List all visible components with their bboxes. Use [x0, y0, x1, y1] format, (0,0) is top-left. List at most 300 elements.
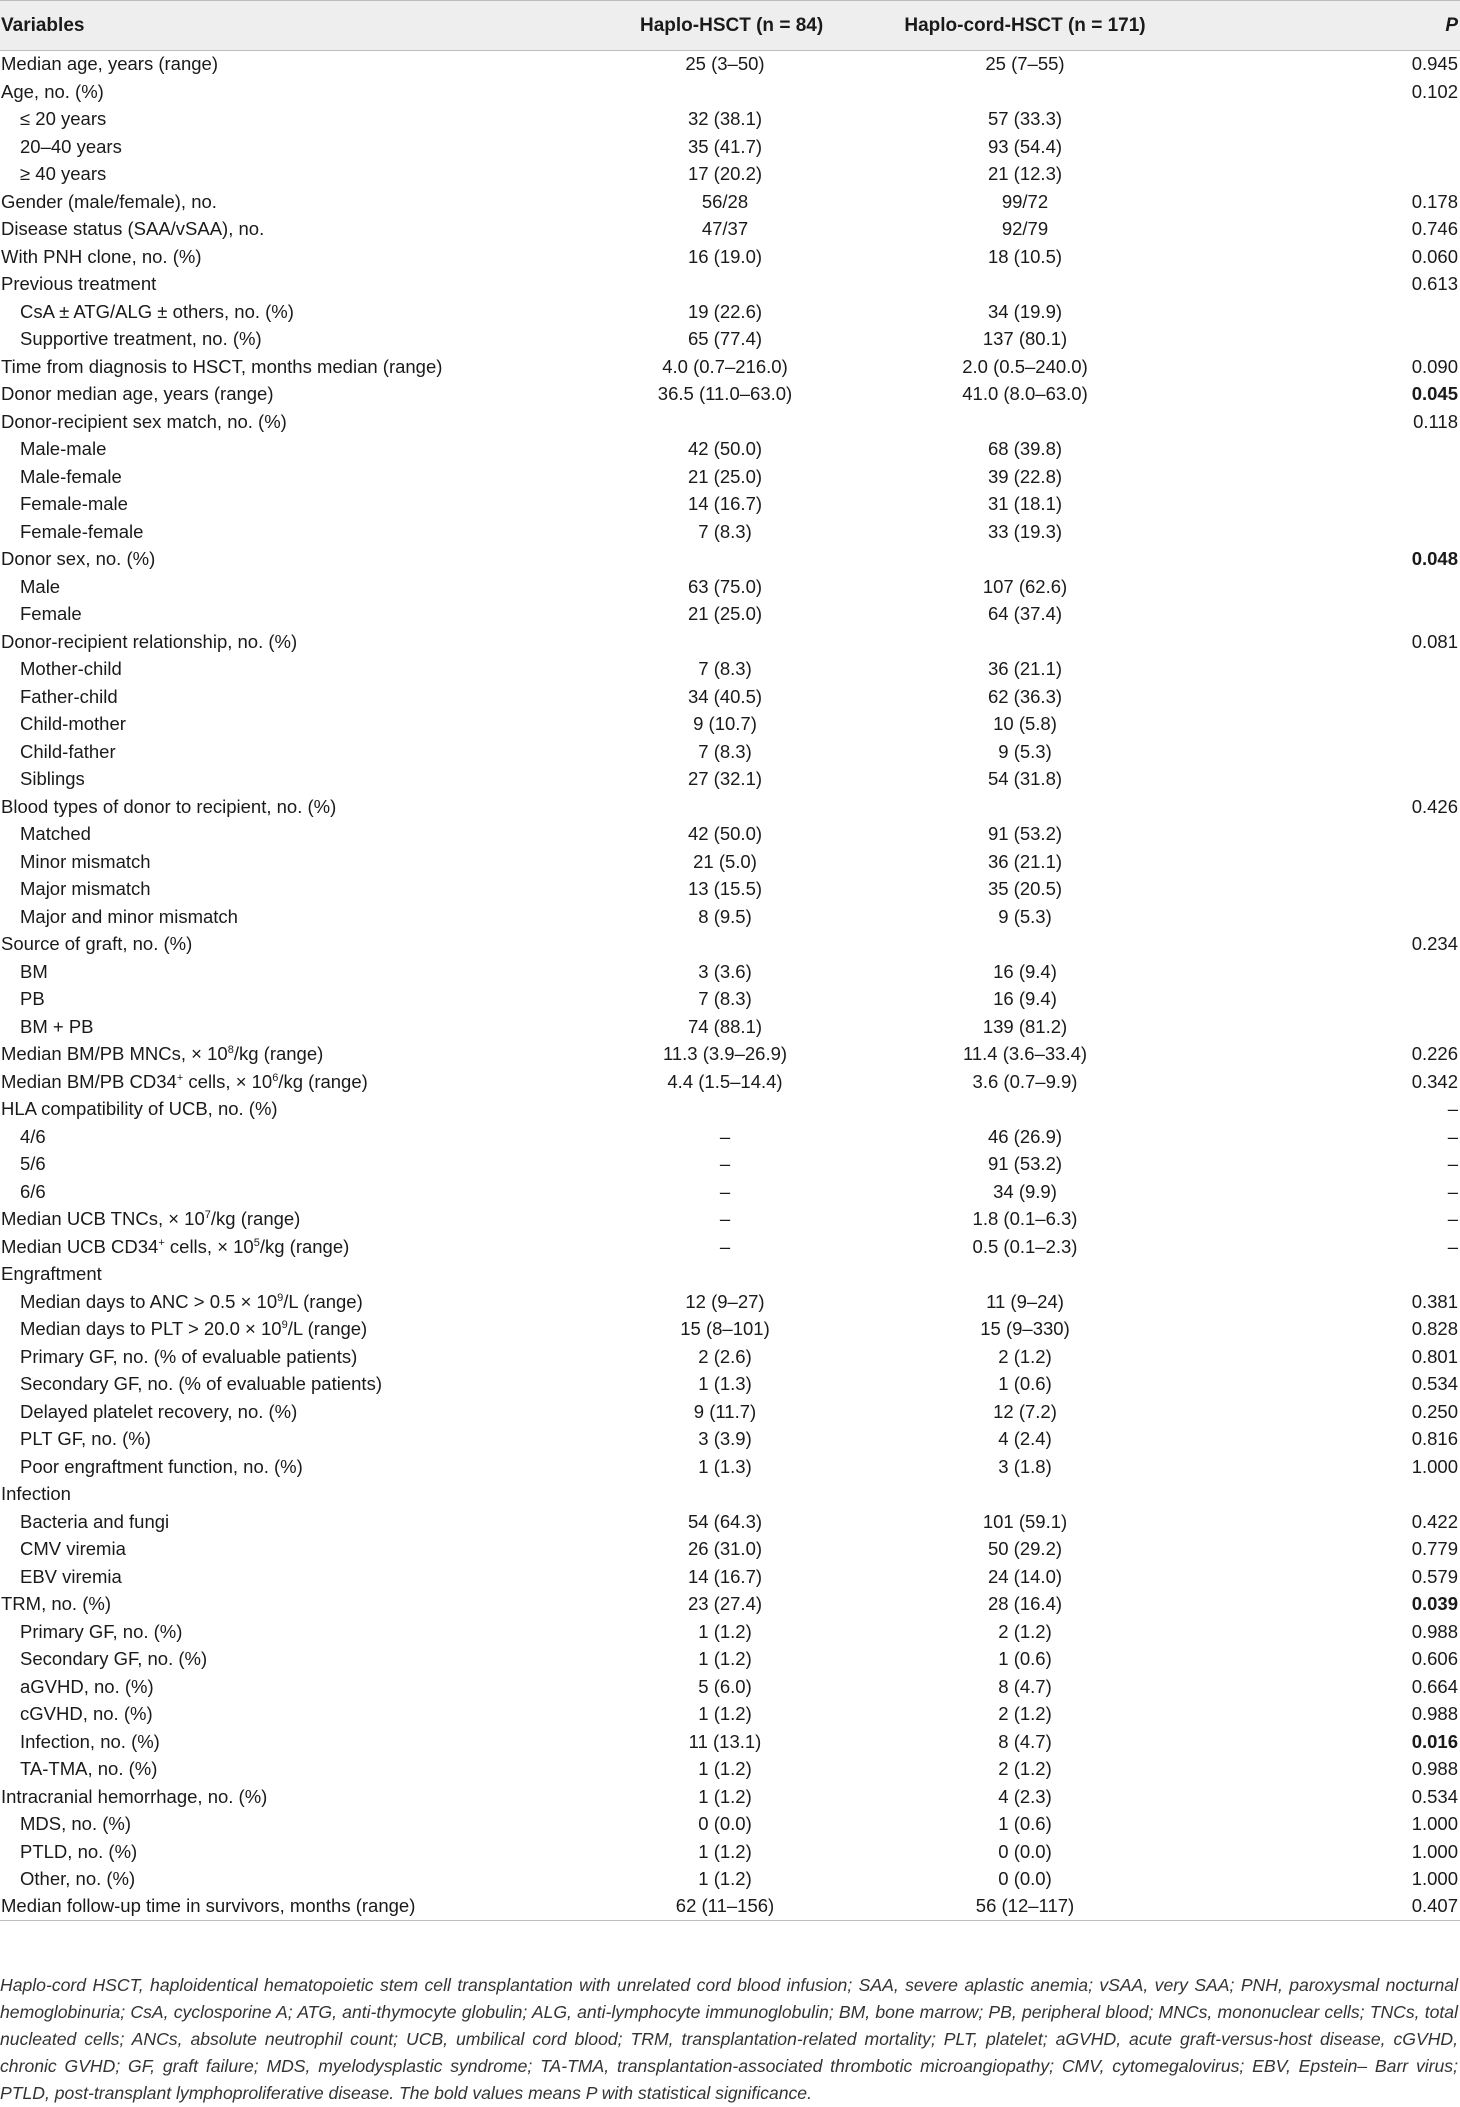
cell-haplo-hsct [640, 271, 810, 299]
variable-label: Median follow-up time in survivors, months (range) [1, 1895, 416, 1917]
variable-label: EBV viremia [20, 1565, 122, 1587]
cell-p-value: – [1447, 1153, 1458, 1174]
cell-haplo-hsct: 62 (11–156) [640, 1893, 810, 1921]
variable-label: Time from diagnosis to HSCT, months median (range) [1, 355, 443, 377]
cell-haplo-cord-hsct: 2 (1.2) [998, 1345, 1052, 1367]
cell-haplo-cord-hsct: 57 (33.3) [987, 108, 1063, 129]
cell-haplo-cord-hsct: 2 (1.2) [998, 1620, 1052, 1642]
cell-p-value: 0.016 [1411, 1730, 1458, 1752]
cell-p-value: 0.342 [1411, 1070, 1458, 1092]
cell-haplo-cord-hsct: 56 (12–117) [810, 1893, 1240, 1921]
cell-haplo-hsct: 3 (3.6) [698, 960, 752, 982]
table-row [0, 408, 1460, 436]
cell-variable [0, 1783, 640, 1811]
cell-p-value: – [1447, 1180, 1458, 1202]
table-row [0, 1591, 1460, 1619]
cell-variable [0, 133, 640, 161]
cell-variable [0, 216, 640, 244]
cell-haplo-cord-hsct [810, 546, 1240, 574]
variable-superscript: 5 [253, 1236, 260, 1249]
cell-variable [0, 491, 640, 519]
cell-variable [0, 188, 640, 216]
variable-label: Median age, years (range) [1, 53, 218, 75]
cell-haplo-cord-hsct: 4 (2.3) [998, 1785, 1052, 1807]
table-row [0, 1838, 1460, 1866]
cell-haplo-cord-hsct [810, 1481, 1240, 1509]
variable-label: Male-female [20, 465, 122, 487]
cell-variable [0, 986, 640, 1014]
table-row [0, 903, 1460, 931]
variable-label: /L (range) [283, 1290, 363, 1312]
cell-p-value: 0.816 [1411, 1428, 1458, 1449]
cell-haplo-hsct: 7 (8.3) [698, 658, 752, 679]
cell-haplo-cord-hsct: 137 (80.1) [982, 328, 1068, 349]
cell-variable [0, 1866, 640, 1894]
cell-haplo-cord-hsct: 0.5 (0.1–2.3) [972, 1235, 1078, 1257]
variable-label: cells, × 10 [183, 1070, 273, 1092]
cell-p-value [1240, 821, 1460, 849]
cell-p-value: 1.000 [1411, 1813, 1458, 1834]
cell-haplo-cord-hsct: 36 (21.1) [987, 850, 1063, 872]
cell-haplo-cord-hsct: 139 (81.2) [982, 1015, 1068, 1037]
table-row [0, 1206, 1460, 1234]
cell-p-value [1240, 436, 1460, 464]
cell-haplo-hsct: 42 (50.0) [687, 438, 763, 459]
header-p-value: P [1240, 1, 1460, 51]
cell-haplo-hsct: 7 (8.3) [698, 520, 752, 542]
variable-superscript: 9 [281, 1319, 288, 1331]
cell-haplo-cord-hsct: 1.8 (0.1–6.3) [972, 1208, 1078, 1229]
table-row [0, 1178, 1460, 1206]
variable-label: PB [20, 988, 45, 1009]
table-row [0, 51, 1460, 79]
cell-haplo-hsct: 1 (1.2) [698, 1703, 752, 1724]
cell-haplo-cord-hsct: 3.6 (0.7–9.9) [972, 1070, 1078, 1092]
cell-p-value [1240, 766, 1460, 794]
variable-label: cells, × 10 [164, 1235, 254, 1257]
cell-haplo-cord-hsct: 34 (9.9) [993, 1180, 1057, 1202]
variable-label: ≤ 20 years [20, 108, 107, 129]
cell-haplo-hsct: – [719, 1235, 731, 1257]
cell-haplo-cord-hsct: 36 (21.1) [987, 658, 1063, 679]
variable-label: BM + PB [20, 1015, 94, 1037]
cell-variable [0, 1316, 640, 1344]
cell-haplo-hsct: 12 (9–27) [685, 1290, 765, 1312]
cell-p-value [1240, 1261, 1460, 1289]
variable-label: Matched [20, 823, 91, 844]
cell-variable [0, 1893, 640, 1921]
cell-haplo-hsct: 3 (3.9) [698, 1428, 752, 1449]
cell-haplo-hsct: 14 (16.7) [687, 1565, 763, 1587]
cell-variable [0, 1453, 640, 1481]
cell-haplo-hsct: 1 (1.2) [698, 1840, 752, 1862]
cell-variable [0, 1563, 640, 1591]
variable-label: TA-TMA, no. (%) [20, 1758, 158, 1779]
cell-haplo-cord-hsct: 8 (4.7) [998, 1675, 1052, 1697]
cell-haplo-cord-hsct [810, 1096, 1240, 1124]
cell-haplo-hsct: 15 (8–101) [680, 1318, 770, 1339]
table-row [0, 821, 1460, 849]
cell-haplo-hsct: 1 (1.2) [698, 1868, 752, 1889]
cell-variable [0, 711, 640, 739]
cell-variable [0, 51, 640, 79]
cell-variable [0, 1811, 640, 1839]
cell-haplo-hsct [640, 793, 810, 821]
variable-label: Male-male [20, 438, 107, 459]
cell-haplo-hsct: 1 (1.3) [698, 1455, 752, 1477]
table-row [0, 381, 1460, 409]
variable-label: Male [20, 575, 61, 597]
table-row [0, 1536, 1460, 1564]
cell-haplo-cord-hsct: 11 (9–24) [986, 1290, 1064, 1312]
table-row [0, 573, 1460, 601]
variable-label: With PNH clone, no. (%) [1, 245, 202, 267]
cell-p-value: 0.102 [1411, 80, 1458, 102]
cell-variable [0, 793, 640, 821]
table-row [0, 1041, 1460, 1069]
variable-label: Donor-recipient sex match, no. (%) [1, 410, 287, 432]
variable-label: Female [20, 603, 82, 624]
cell-haplo-cord-hsct: 9 (5.3) [998, 740, 1052, 762]
cell-variable [0, 1068, 640, 1096]
cell-p-value: 0.081 [1411, 630, 1458, 652]
variable-label: Primary GF, no. (% of evaluable patients) [20, 1345, 358, 1367]
cell-p-value: 0.118 [1413, 410, 1458, 432]
variable-label: /kg (range) [278, 1070, 368, 1092]
variable-superscript: + [176, 1071, 184, 1084]
cell-variable [0, 271, 640, 299]
cell-p-value [1240, 106, 1460, 134]
cell-variable [0, 1096, 640, 1124]
cell-p-value [1240, 463, 1460, 491]
cell-haplo-hsct: 7 (8.3) [698, 988, 752, 1009]
cell-p-value: 0.534 [1411, 1785, 1458, 1807]
cell-variable [0, 601, 640, 629]
table-row [0, 986, 1460, 1014]
table-row [0, 711, 1460, 739]
cell-haplo-cord-hsct: 11.4 (3.6–33.4) [962, 1043, 1088, 1064]
cell-variable [0, 326, 640, 354]
cell-haplo-hsct: 27 (32.1) [687, 768, 763, 789]
variable-label: Female-female [20, 520, 144, 542]
cell-haplo-cord-hsct: 99/72 [1001, 190, 1049, 212]
cell-haplo-hsct [640, 546, 810, 574]
cell-haplo-cord-hsct: 21 (12.3) [987, 163, 1063, 184]
table-row [0, 1646, 1460, 1674]
cell-p-value: 0.828 [1411, 1318, 1458, 1339]
variable-label: Median UCB TNCs, × 10 [1, 1208, 205, 1229]
variable-superscript: 7 [204, 1209, 211, 1221]
cell-haplo-hsct: 13 (15.5) [687, 878, 763, 899]
variable-label: 4/6 [20, 1125, 46, 1147]
cell-variable [0, 1536, 640, 1564]
cell-variable [0, 78, 640, 106]
cell-variable [0, 628, 640, 656]
cell-p-value [1240, 711, 1460, 739]
variable-label: 20–40 years [20, 135, 122, 157]
variable-label: Minor mismatch [20, 850, 151, 872]
cell-haplo-hsct: 34 (40.5) [687, 685, 763, 707]
table-body [0, 51, 1460, 1921]
cell-haplo-cord-hsct: 107 (62.6) [982, 575, 1068, 597]
cell-variable [0, 1261, 640, 1289]
table-row [0, 1343, 1460, 1371]
cell-p-value [1240, 518, 1460, 546]
cell-variable [0, 876, 640, 904]
cell-haplo-hsct: 1 (1.3) [698, 1373, 752, 1394]
cell-haplo-hsct: – [719, 1125, 731, 1147]
cell-haplo-cord-hsct: 54 (31.8) [987, 768, 1063, 789]
cell-p-value [1240, 986, 1460, 1014]
cell-p-value [1240, 573, 1460, 601]
variable-label: Donor median age, years (range) [1, 383, 274, 404]
cell-p-value: 0.090 [1411, 355, 1458, 377]
cell-p-value [1240, 656, 1460, 684]
cell-haplo-hsct: 1 (1.2) [698, 1648, 752, 1669]
cell-p-value [1240, 1013, 1460, 1041]
cell-p-value [1240, 903, 1460, 931]
cell-variable [0, 931, 640, 959]
cell-variable [0, 1673, 640, 1701]
cell-variable [0, 408, 640, 436]
variable-label: Father-child [20, 685, 118, 707]
table-row [0, 1123, 1460, 1151]
cell-p-value [1240, 133, 1460, 161]
table-row [0, 298, 1460, 326]
variable-label: /L (range) [287, 1318, 368, 1339]
cell-haplo-cord-hsct [810, 628, 1240, 656]
cell-variable [0, 298, 640, 326]
cell-haplo-hsct: 74 (88.1) [687, 1015, 763, 1037]
cell-p-value: 0.579 [1411, 1565, 1458, 1587]
variable-label: Engraftment [1, 1263, 102, 1284]
cell-haplo-cord-hsct: 62 (36.3) [987, 685, 1063, 707]
table-row [0, 188, 1460, 216]
cell-p-value [1240, 326, 1460, 354]
cell-haplo-cord-hsct: 15 (9–330) [980, 1318, 1070, 1339]
cell-p-value: 0.613 [1411, 273, 1458, 294]
variable-superscript: + [158, 1236, 165, 1249]
cell-p-value: 0.407 [1240, 1893, 1460, 1921]
cell-variable [0, 106, 640, 134]
cell-haplo-cord-hsct [810, 793, 1240, 821]
cell-variable [0, 1123, 640, 1151]
cell-haplo-hsct: 9 (11.7) [693, 1400, 757, 1422]
cell-haplo-cord-hsct: 3 (1.8) [998, 1455, 1052, 1477]
cell-p-value: 0.801 [1411, 1345, 1458, 1367]
cell-haplo-cord-hsct: 16 (9.4) [993, 960, 1057, 982]
cell-variable [0, 656, 640, 684]
cell-p-value: 0.039 [1411, 1593, 1458, 1614]
cell-haplo-cord-hsct: 1 (0.6) [998, 1813, 1052, 1834]
table-row [0, 1673, 1460, 1701]
cell-p-value: – [1447, 1098, 1458, 1119]
variable-superscript: 9 [277, 1291, 284, 1304]
cell-haplo-cord-hsct: 1 (0.6) [998, 1373, 1052, 1394]
cell-p-value: 0.422 [1411, 1510, 1458, 1532]
cell-variable [0, 1701, 640, 1729]
variable-label: Child-father [20, 740, 116, 762]
cell-variable [0, 546, 640, 574]
variable-label: Median days to PLT > 20.0 × 10 [20, 1318, 282, 1339]
variable-label: Age, no. (%) [1, 80, 104, 102]
cell-p-value: – [1447, 1235, 1458, 1257]
cell-haplo-cord-hsct: 2 (1.2) [998, 1703, 1052, 1724]
variable-label: Secondary GF, no. (%) [20, 1648, 208, 1669]
cell-haplo-hsct: 1 (1.2) [698, 1785, 752, 1807]
cell-haplo-hsct: – [719, 1208, 731, 1229]
cell-haplo-hsct: 65 (77.4) [687, 328, 763, 349]
cell-haplo-cord-hsct: 39 (22.8) [987, 465, 1063, 487]
cell-p-value: 0.426 [1411, 795, 1458, 817]
cell-variable [0, 1398, 640, 1426]
cell-variable [0, 1508, 640, 1536]
cell-p-value [1240, 683, 1460, 711]
variable-label: Median UCB CD34 [1, 1235, 159, 1257]
table-row [0, 1096, 1460, 1124]
cell-variable [0, 1371, 640, 1399]
variable-label: Bacteria and fungi [20, 1510, 170, 1532]
table-row [0, 1013, 1460, 1041]
cell-p-value: 0.381 [1411, 1290, 1458, 1312]
table-row [0, 1398, 1460, 1426]
cell-haplo-hsct: 32 (38.1) [687, 108, 763, 129]
table-row [0, 436, 1460, 464]
variable-label: Child-mother [20, 713, 126, 734]
cell-haplo-hsct: 2 (2.6) [698, 1345, 752, 1367]
cell-haplo-cord-hsct [810, 1261, 1240, 1289]
cell-variable [0, 1151, 640, 1179]
cell-haplo-hsct: 1 (1.2) [698, 1620, 752, 1642]
cell-p-value: 0.234 [1411, 933, 1458, 954]
cell-haplo-cord-hsct: 9 (5.3) [998, 905, 1052, 927]
cell-variable [0, 1591, 640, 1619]
cell-haplo-cord-hsct: 41.0 (8.0–63.0) [962, 383, 1088, 404]
cell-p-value: 0.664 [1411, 1675, 1458, 1697]
cell-variable [0, 353, 640, 381]
cell-haplo-hsct: 21 (25.0) [687, 465, 763, 487]
table-row [0, 793, 1460, 821]
cell-p-value: 1.000 [1411, 1868, 1458, 1889]
cell-variable [0, 518, 640, 546]
cell-haplo-hsct [640, 1261, 810, 1289]
variable-label: 6/6 [20, 1180, 46, 1202]
variable-label: Disease status (SAA/vSAA), no. [1, 218, 265, 239]
cell-p-value: 0.606 [1411, 1648, 1458, 1669]
cell-haplo-hsct: 35 (41.7) [687, 135, 763, 157]
cell-haplo-hsct: 11.3 (3.9–26.9) [662, 1043, 788, 1064]
cell-haplo-hsct: 63 (75.0) [687, 575, 763, 597]
variable-label: Gender (male/female), no. [1, 190, 217, 212]
cell-haplo-hsct: 4.4 (1.5–14.4) [667, 1070, 783, 1092]
header-haplo-cord-hsct: Haplo-cord-HSCT (n = 171) [810, 1, 1240, 51]
variable-label: Previous treatment [1, 273, 157, 294]
cell-haplo-hsct: 23 (27.4) [687, 1593, 763, 1614]
cell-p-value: 0.048 [1411, 548, 1458, 569]
cell-p-value: 0.250 [1411, 1400, 1458, 1422]
table-row [0, 1068, 1460, 1096]
cell-p-value [1240, 876, 1460, 904]
variable-label: Major mismatch [20, 878, 151, 899]
cell-haplo-hsct: 5 (6.0) [698, 1675, 752, 1697]
cell-variable [0, 1481, 640, 1509]
cell-haplo-hsct: 36.5 (11.0–63.0) [657, 383, 793, 404]
cell-variable [0, 738, 640, 766]
table-row [0, 271, 1460, 299]
cell-haplo-cord-hsct: 33 (19.3) [987, 520, 1063, 542]
variable-label: Major and minor mismatch [20, 905, 238, 927]
cell-haplo-hsct: 54 (64.3) [687, 1510, 763, 1532]
cell-p-value: 1.000 [1411, 1455, 1458, 1477]
cell-p-value: 0.945 [1411, 53, 1458, 75]
cell-variable [0, 381, 640, 409]
header-variables: Variables [0, 1, 640, 51]
table-row [0, 1233, 1460, 1261]
cell-p-value [1240, 601, 1460, 629]
cell-haplo-cord-hsct [810, 78, 1240, 106]
table-row [0, 931, 1460, 959]
table-row [0, 601, 1460, 629]
cell-haplo-cord-hsct: 64 (37.4) [987, 603, 1063, 624]
variable-label: Female-male [20, 493, 128, 514]
cell-p-value: 0.226 [1411, 1043, 1458, 1064]
cell-haplo-hsct: 0 (0.0) [698, 1813, 752, 1834]
cell-haplo-cord-hsct: 1 (0.6) [998, 1648, 1052, 1669]
variable-label: PLT GF, no. (%) [20, 1428, 151, 1449]
table-row [0, 1288, 1460, 1316]
table-row [0, 546, 1460, 574]
cell-haplo-hsct: 42 (50.0) [687, 823, 763, 844]
variable-label: /kg (range) [259, 1235, 350, 1257]
table-row [0, 683, 1460, 711]
cell-variable [0, 243, 640, 271]
cell-haplo-cord-hsct: 10 (5.8) [993, 713, 1057, 734]
table-row [0, 491, 1460, 519]
variable-label: Poor engraftment function, no. (%) [20, 1455, 303, 1477]
cell-haplo-hsct: – [719, 1180, 731, 1202]
variable-label: Other, no. (%) [20, 1868, 136, 1889]
variable-label: HLA compatibility of UCB, no. (%) [1, 1098, 278, 1119]
table-row [0, 518, 1460, 546]
table-row [0, 848, 1460, 876]
cell-haplo-cord-hsct: 28 (16.4) [987, 1593, 1063, 1614]
cell-haplo-hsct: – [719, 1153, 731, 1174]
table-row [0, 958, 1460, 986]
cell-haplo-hsct: 17 (20.2) [687, 163, 763, 184]
table-footnote: Haplo-cord HSCT, haploidentical hematopoietic stem cell transplantation with unrelated cord blood infusion; SAA, severe aplastic anemia; vSAA, very SAA; PNH, paroxysmal nocturnal hemoglobinuria; CsA, cyclosporine A; ATG, anti-thymocyte globulin; ALG, anti-lymphocyte immunoglobulin; BM, bone marrow; PB, peripheral blood; MNCs, mononuclear cells; TNCs, total nucleated cells; ANCs, absolute neutrophil count; UCB, umbilical cord blood; TRM, transplantation-related mortality; PLT, platelet; aGVHD, acute graft-versus-host disease, cGVHD, chronic GVHD; GF, graft failure; MDS, myelodysplastic syndrome; TA-TMA, transplantation-associated thrombotic microangiopathy; CMV, cytomegalovirus; EBV, Epstein– Barr virus; PTLD, post-transplant lymphoproliferative disease. The bold values means P with statistical significance. [0, 1975, 1458, 2103]
variable-label: Supportive treatment, no. (%) [20, 328, 262, 349]
variable-label: /kg (range) [233, 1043, 324, 1064]
cell-haplo-cord-hsct: 46 (26.9) [987, 1125, 1063, 1147]
variable-label: CsA ± ATG/ALG ± others, no. (%) [20, 300, 294, 322]
cell-p-value: 0.045 [1411, 383, 1458, 404]
variable-label: Siblings [20, 768, 85, 789]
variable-label: Infection, no. (%) [20, 1730, 160, 1752]
variable-label: BM [20, 960, 48, 982]
cell-haplo-hsct [640, 1096, 810, 1124]
cell-haplo-hsct: 9 (10.7) [693, 713, 757, 734]
cell-haplo-cord-hsct: 31 (18.1) [987, 493, 1063, 514]
cell-variable [0, 821, 640, 849]
variable-superscript: 6 [272, 1071, 279, 1084]
cell-haplo-cord-hsct: 2.0 (0.5–240.0) [962, 355, 1088, 377]
cell-haplo-cord-hsct: 34 (19.9) [987, 300, 1063, 322]
table-header-row [0, 1, 1460, 51]
table-row [0, 1371, 1460, 1399]
cell-variable [0, 573, 640, 601]
cell-haplo-cord-hsct: 91 (53.2) [987, 823, 1063, 844]
variable-label: Blood types of donor to recipient, no. (%) [1, 795, 337, 817]
